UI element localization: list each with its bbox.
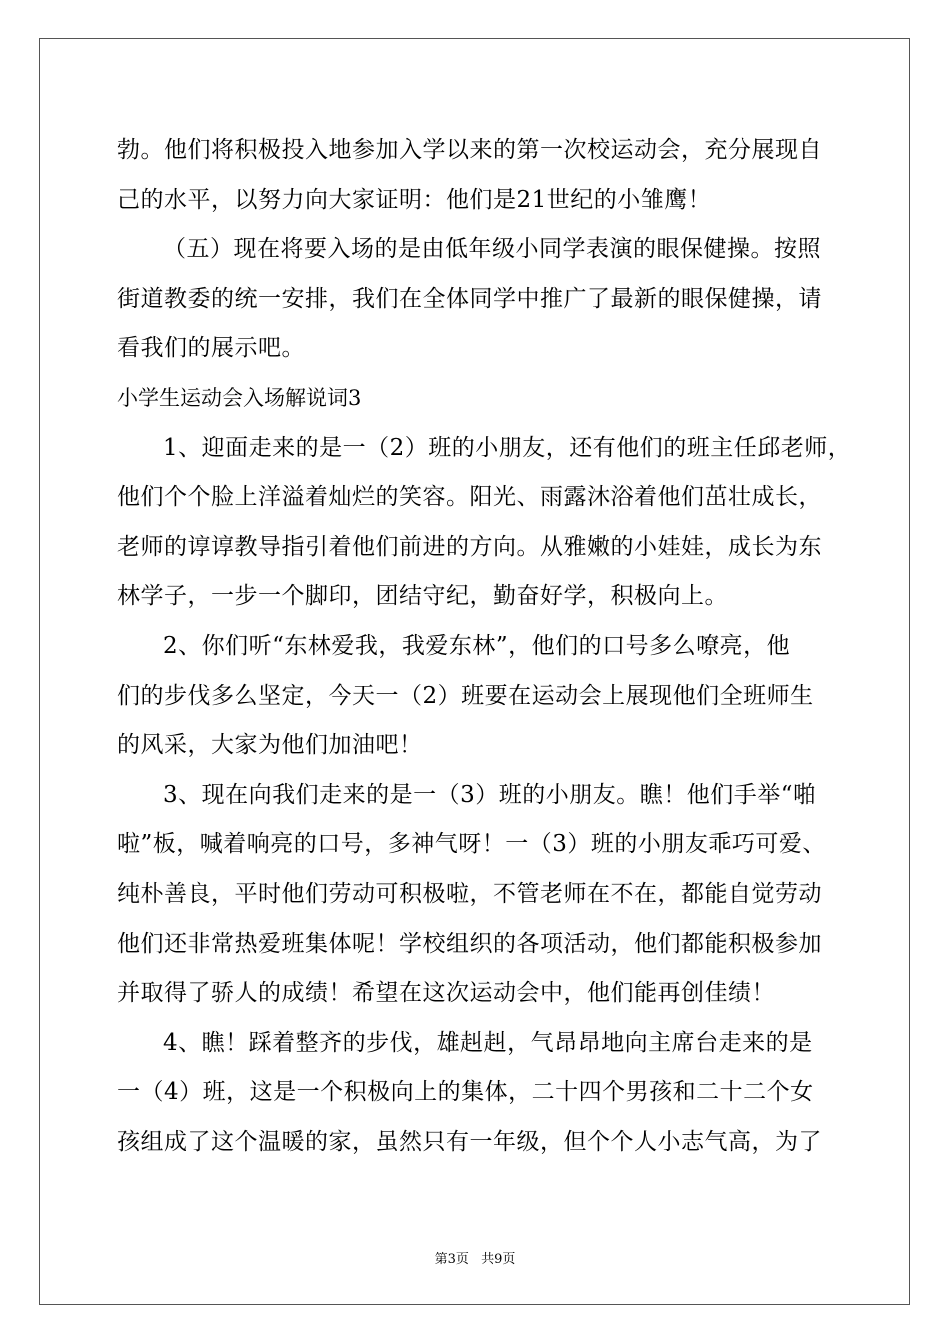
text-line: 他们个个脸上洋溢着灿烂的笑容。阳光、雨露沐浴着他们茁壮成长， [117,484,822,511]
section-heading: 小学生运动会入场解说词3 [117,385,362,410]
text-line: 纯朴善良，平时他们劳动可积极啦，不管老师在不在，都能自觉劳动 [117,880,822,907]
text-line: 啦”板，喊着响亮的口号，多神气呀！一（3）班的小朋友乖巧可爱、 [117,831,826,858]
text-line: 林学子，一步一个脚印，团结守纪，勤奋好学，积极向上。 [117,583,728,610]
paragraph-start: 3、现在向我们走来的是一（3）班的小朋友。瞧！他们手举“啪 [163,781,817,808]
text-line: 看我们的展示吧。 [117,335,305,362]
document-body [117,126,852,1167]
text-line: 他们还非常热爱班集体呢！学校组织的各项活动，他们都能积极参加 [117,930,822,957]
paragraph-start: 2、你们听“东林爱我，我爱东林”，他们的口号多么嘹亮，他 [163,632,791,659]
text-line: 街道教委的统一安排，我们在全体同学中推广了最新的眼保健操，请 [117,285,822,312]
paragraph-start: （五）现在将要入场的是由低年级小同学表演的眼保健操。按照 [163,236,821,263]
text-line: 己的水平，以努力向大家证明：他们是21世纪的小雏鹰！ [117,186,712,213]
page-number: 第3页 [434,1252,469,1267]
page-footer [0,1248,950,1267]
paragraph-start: 4、瞧！踩着整齐的步伐，雄赳赳，气昂昂地向主席台走来的是 [163,1029,813,1056]
text-line: 一（4）班，这是一个积极向上的集体，二十四个男孩和二十二个女 [117,1079,814,1106]
page-total: 共9页 [481,1252,516,1267]
text-line: 勃。他们将积极投入地参加入学以来的第一次校运动会，充分展现自 [117,137,822,163]
text-line: 孩组成了这个温暖的家，虽然只有一年级，但个个人小志气高，为了 [117,1128,822,1155]
text-line: 们的步伐多么坚定，今天一（2）班要在运动会上展现他们全班师生 [117,682,814,709]
text-line: 老师的谆谆教导指引着他们前进的方向。从雅嫩的小娃娃，成长为东 [117,533,822,560]
text-line: 并取得了骄人的成绩！希望在这次运动会中，他们能再创佳绩！ [117,980,775,1007]
text-line: 的风采，大家为他们加油吧！ [117,732,423,759]
paragraph-start: 1、迎面走来的是一（2）班的小朋友，还有他们的班主任邱老师， [163,434,852,461]
